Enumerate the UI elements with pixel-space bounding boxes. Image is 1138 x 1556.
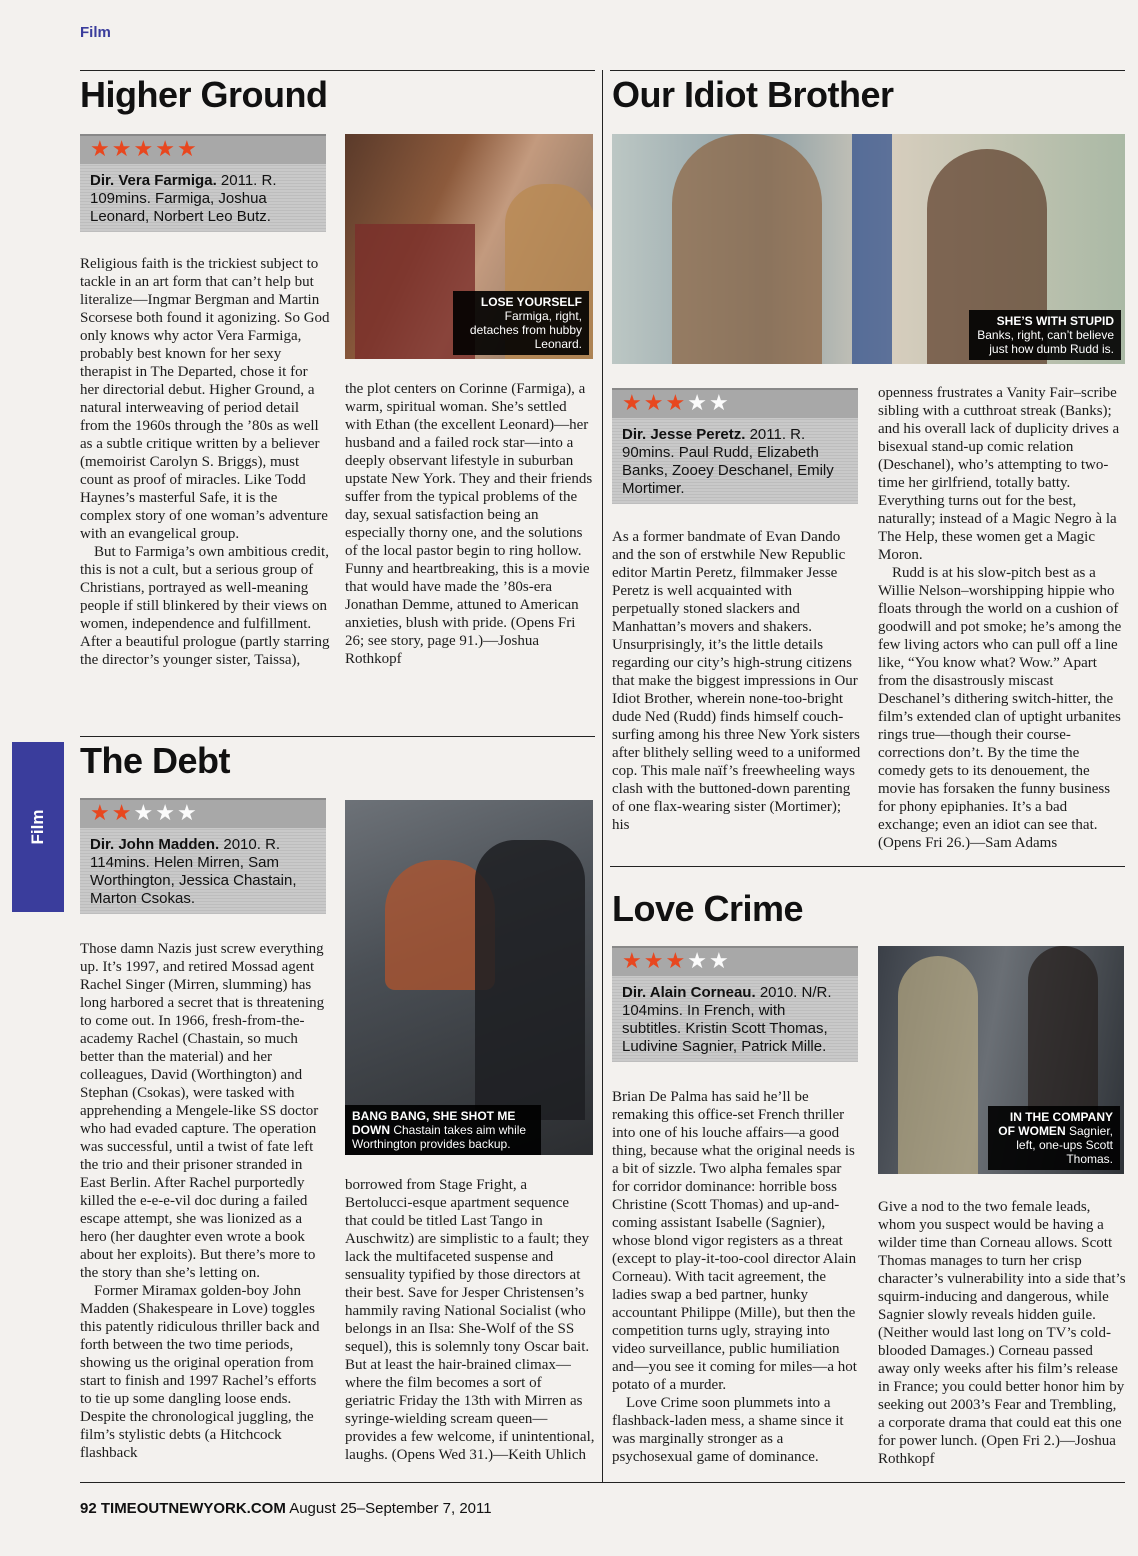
review-body-col2 <box>878 1198 1126 1468</box>
infobox <box>80 134 326 232</box>
star-empty-icon: ★ <box>687 949 709 974</box>
review-body-col1 <box>80 255 330 669</box>
review-body-col2 <box>878 384 1126 852</box>
star-empty-icon: ★ <box>155 801 177 826</box>
review-love-crime <box>612 888 803 930</box>
star-filled-icon: ★ <box>622 949 644 974</box>
review-body-col1 <box>612 1088 862 1466</box>
review-higher-ground <box>80 74 328 116</box>
paragraph: Former Miramax golden-boy John Madden (Shakespeare in Love) toggles this patently ridiculous thriller back and forth between the two time periods, showing us the original operation from start to finish and 1997 Rachel’s efforts to tie up some dangling loose ends. Despite the chronological juggling, the film’s stylistic debts (a Hitchcock flashback <box>80 1283 320 1461</box>
review-body-col2 <box>345 1176 595 1464</box>
director: Dir. Vera Farmiga. <box>90 172 217 189</box>
star-filled-icon: ★ <box>665 949 688 974</box>
paragraph: the plot centers on Corinne (Farmiga), a warm, spiritual woman. She’s settled with Ethan (the excellent Leonard)—her husband and a failed rock star—into a deeply observant lifestyle in suburban upstate New York. They and their friends suffer from the typical problems of the day, sexual satisfaction being an especially thorny one, and the solutions of the local pastor begin to ring hollow. Funny and heartbreaking, this is a movie that would have made the ’80s-era Jonathan Demme, attuned to American anxieties, blush with pride. (Opens Fri 26; see story, page 91.)—Joshua Rothkopf <box>345 381 593 667</box>
star-rating <box>80 800 326 828</box>
director: Dir. Jesse Peretz. <box>622 426 746 443</box>
review-the-debt <box>80 740 230 782</box>
star-filled-icon: ★ <box>111 137 134 162</box>
photo-caption: LOSE YOURSELF Farmiga, right, detaches from hubby Leonard. <box>453 291 589 355</box>
photo-higher-ground <box>345 134 593 359</box>
side-tab: Film <box>12 742 64 912</box>
bottom-rule <box>80 1482 1125 1483</box>
review-title: Love Crime <box>612 888 804 929</box>
star-filled-icon: ★ <box>133 137 156 162</box>
issue-dates: August 25–September 7, 2011 <box>289 1500 492 1517</box>
page-number: 92 <box>80 1500 97 1517</box>
star-filled-icon: ★ <box>643 391 666 416</box>
star-rating <box>612 948 858 976</box>
figure-shape <box>672 134 822 364</box>
photo-our-idiot-brother <box>612 134 1125 364</box>
review-body-col2 <box>345 380 595 668</box>
infobox <box>612 388 858 504</box>
section-label: Film <box>80 24 111 41</box>
star-filled-icon: ★ <box>622 391 644 416</box>
photo-love-crime <box>878 946 1124 1174</box>
figure-shape <box>898 956 978 1174</box>
figure-shape <box>475 840 585 1120</box>
paragraph: openness frustrates a Vanity Fair–scribe sibling with a cutthroat streak (Banks); and his overall lack of duplicity drives a bisexual stand-up comic relation (Deschanel), who’s attempting to two-time her girlfriend, totally batty. Everything turns out for the best, naturally; instead of a Magic Negro à la The Help, these women get a Magic Moron. <box>878 385 1120 563</box>
star-empty-icon: ★ <box>708 391 731 416</box>
paragraph: borrowed from Stage Fright, a Bertolucci-esque apartment sequence that could be titled Last Tango in Auschwitz) are simplistic to a fault; they lack the multifaceted suspense and sensuality typified by those directors at their best. Save for Jesper Christensen’s hammily raving National Socialist (who belongs in an Ilsa: She-Wolf of the SS sequel), this is solemnly tony Oscar bait. But at least the hair-brained climax—where the film becomes a sort of geriatric Friday the 13th with Mirren as syringe-wielding scream queen—provides a few welcome, if unintentional, laughs. (Opens Wed 31.)—Keith Uhlich <box>345 1177 595 1463</box>
star-empty-icon: ★ <box>133 801 156 826</box>
paragraph: Rudd is at his slow-pitch best as a Willie Nelson–worshipping hippie who floats through the world on a cushion of goodwill and pot smoke; he’s among the few living actors who can pull off a line like, “You know what? Wow.” Apart from the disastrously miscast Deschanel’s dithering switch-hitter, the film’s extended clan of uptight urbanites rings true—though their course-corrections don’t. By the time the comedy gets to its denouement, the movie has forsaken the funny business for phony epiphanies. It’s a bad exchange; even an idiot can see that. (Opens Fri 26.)—Sam Adams <box>878 565 1122 851</box>
paragraph: Brian De Palma has said he’ll be remaking this office-set French thriller into one of his louche affairs—a good thing, because what the original needs is a bit of sizzle. Two alpha females spar for corridor dominance: horrible boss Christine (Scott Thomas) and up-and-coming assistant Isabelle (Sagnier), whose blond vigor registers as a threat (except to play-it-too-cool director Alain Corneau). With tacit agreement, the ladies swap a bed partner, hunky accountant Philippe (Mille), but then the competition turns ugly, straying into video surveillance, public humiliation and—you see it coming for miles—a hot potato of a murder. <box>612 1089 857 1393</box>
review-title: Higher Ground <box>80 74 328 115</box>
review-our-idiot-brother <box>612 74 894 116</box>
film-details: 2011. R. 109mins. Farmiga, Joshua Leonard, Norbert Leo Butz. <box>90 172 277 225</box>
star-rating <box>612 390 858 418</box>
star-rating <box>80 136 326 164</box>
film-details: 2011. R. 90mins. Paul Rudd, Elizabeth Banks, Zooey Deschanel, Emily Mortimer. <box>622 426 834 497</box>
star-empty-icon: ★ <box>708 949 731 974</box>
star-filled-icon: ★ <box>155 137 177 162</box>
film-details: 2010. N/R. 104mins. In French, with subtitles. Kristin Scott Thomas, Ludivine Sagnier, Patrick Mille. <box>622 984 832 1055</box>
star-filled-icon: ★ <box>665 391 688 416</box>
star-empty-icon: ★ <box>176 801 199 826</box>
star-filled-icon: ★ <box>643 949 666 974</box>
photo-caption: BANG BANG, SHE SHOT ME DOWN Chastain takes aim while Worthington provides backup. <box>345 1105 541 1155</box>
review-title: Our Idiot Brother <box>612 74 894 115</box>
star-filled-icon: ★ <box>90 137 112 162</box>
page-footer <box>80 1500 492 1517</box>
center-divider <box>602 70 603 1482</box>
star-empty-icon: ★ <box>687 391 709 416</box>
site-name: TIMEOUTNEWYORK.COM <box>100 1500 286 1517</box>
section-rule-love-crime <box>610 866 1125 867</box>
paragraph: Religious faith is the trickiest subject to tackle in an art form that can’t help but literalize—Ingmar Bergman and Martin Scorsese both found it agonizing. So God only knows why actor Vera Farmiga, probably best known for her sexy therapist in The Departed, chose it for her directorial debut. Higher Ground, a natural interweaving of period detail from the 1960s through the ’80s as well as a subtle critique written by a believer (memoirist Carolyn S. Briggs), must count as proof of miracles. Like Todd Haynes’s masterful Safe, it is the complex story of one woman’s adventure with an evangelical group. <box>80 256 330 542</box>
infobox <box>612 946 858 1062</box>
director: Dir. John Madden. <box>90 836 220 853</box>
photo-caption: SHE’S WITH STUPID Banks, right, can’t believe just how dumb Rudd is. <box>969 310 1121 360</box>
section-rule-debt <box>80 736 595 737</box>
star-filled-icon: ★ <box>90 801 112 826</box>
paragraph: Those damn Nazis just screw everything up. It’s 1997, and retired Mossad agent Rachel Singer (Mirren, slumming) has long harbored a secret that is threatening to come out. In 1966, fresh-from-the-academy Rachel (Chastain, so much better than the material) and her colleagues, David (Worthington) and Stephan (Csokas), were tasked with apprehending a Mengele-like SS doctor who had evaded capture. The operation was successful, until a twist of fate left the trio and their prisoner stranded in East Berlin. After Rachel purportedly killed the e-e-e-vil doc during a failed escape attempt, she was lionized as a hero (her daughter even wrote a book about her exploits). But there’s more to the story than she’s letting on. <box>80 941 325 1281</box>
paragraph: Love Crime soon plummets into a flashback-laden mess, a shame since it was marginally stronger as a psychosexual game of dominance. <box>612 1395 844 1465</box>
photo-caption: IN THE COMPANY OF WOMEN Sagnier, left, one-ups Scott Thomas. <box>988 1106 1120 1170</box>
review-body-col1 <box>80 940 330 1462</box>
paragraph: As a former bandmate of Evan Dando and the son of erstwhile New Republic editor Martin Peretz, filmmaker Jesse Peretz is well acquainted with perpetually stoned slackers and Manhattan’s movers and shakers. Unsurprisingly, it’s the little details regarding our city’s high-strung citizens that make the biggest impressions in Our Idiot Brother, wherein none-too-bright dude Ned (Rudd) finds himself couch-surfing among his three New York sisters after blithely selling weed to a uniformed cop. This male naïf’s freewheeling ways clash with the buttoned-down parenting of one flax-wearing sister (Mortimer); his <box>612 529 861 833</box>
paragraph: But to Farmiga’s own ambitious credit, this is not a cult, but a serious group of Christians, portrayed as well-meaning people if still blinkered by their views on women, independence and fulfillment. After a beautiful prologue (partly starring the director’s younger sister, Taissa), <box>80 544 330 668</box>
top-rule-left <box>80 70 595 71</box>
infobox <box>80 798 326 914</box>
top-rule-right <box>610 70 1125 71</box>
film-details: 2010. R. 114mins. Helen Mirren, Sam Worthington, Jessica Chastain, Marton Csokas. <box>90 836 297 907</box>
review-body-col1 <box>612 528 862 834</box>
director: Dir. Alain Corneau. <box>622 984 756 1001</box>
star-filled-icon: ★ <box>176 137 199 162</box>
paragraph: Give a nod to the two female leads, whom you suspect would be having a wilder time than Corneau allows. Scott Thomas manages to turn her crisp character’s vulnerability into a side that’s squirm-inducing and dangerous, while Sagnier slowly reveals hidden guile. (Neither would last long on TV’s cold-blooded Damages.) Corneau passed away only weeks after his film’s release in France; you could better honor him by seeking out 2003’s Fear and Trembling, a corporate drama that could eat this one for power lunch. (Open Fri 2.)—Joshua Rothkopf <box>878 1199 1126 1467</box>
star-filled-icon: ★ <box>111 801 134 826</box>
review-title: The Debt <box>80 740 231 781</box>
photo-the-debt <box>345 800 593 1155</box>
door-shape <box>852 134 892 364</box>
